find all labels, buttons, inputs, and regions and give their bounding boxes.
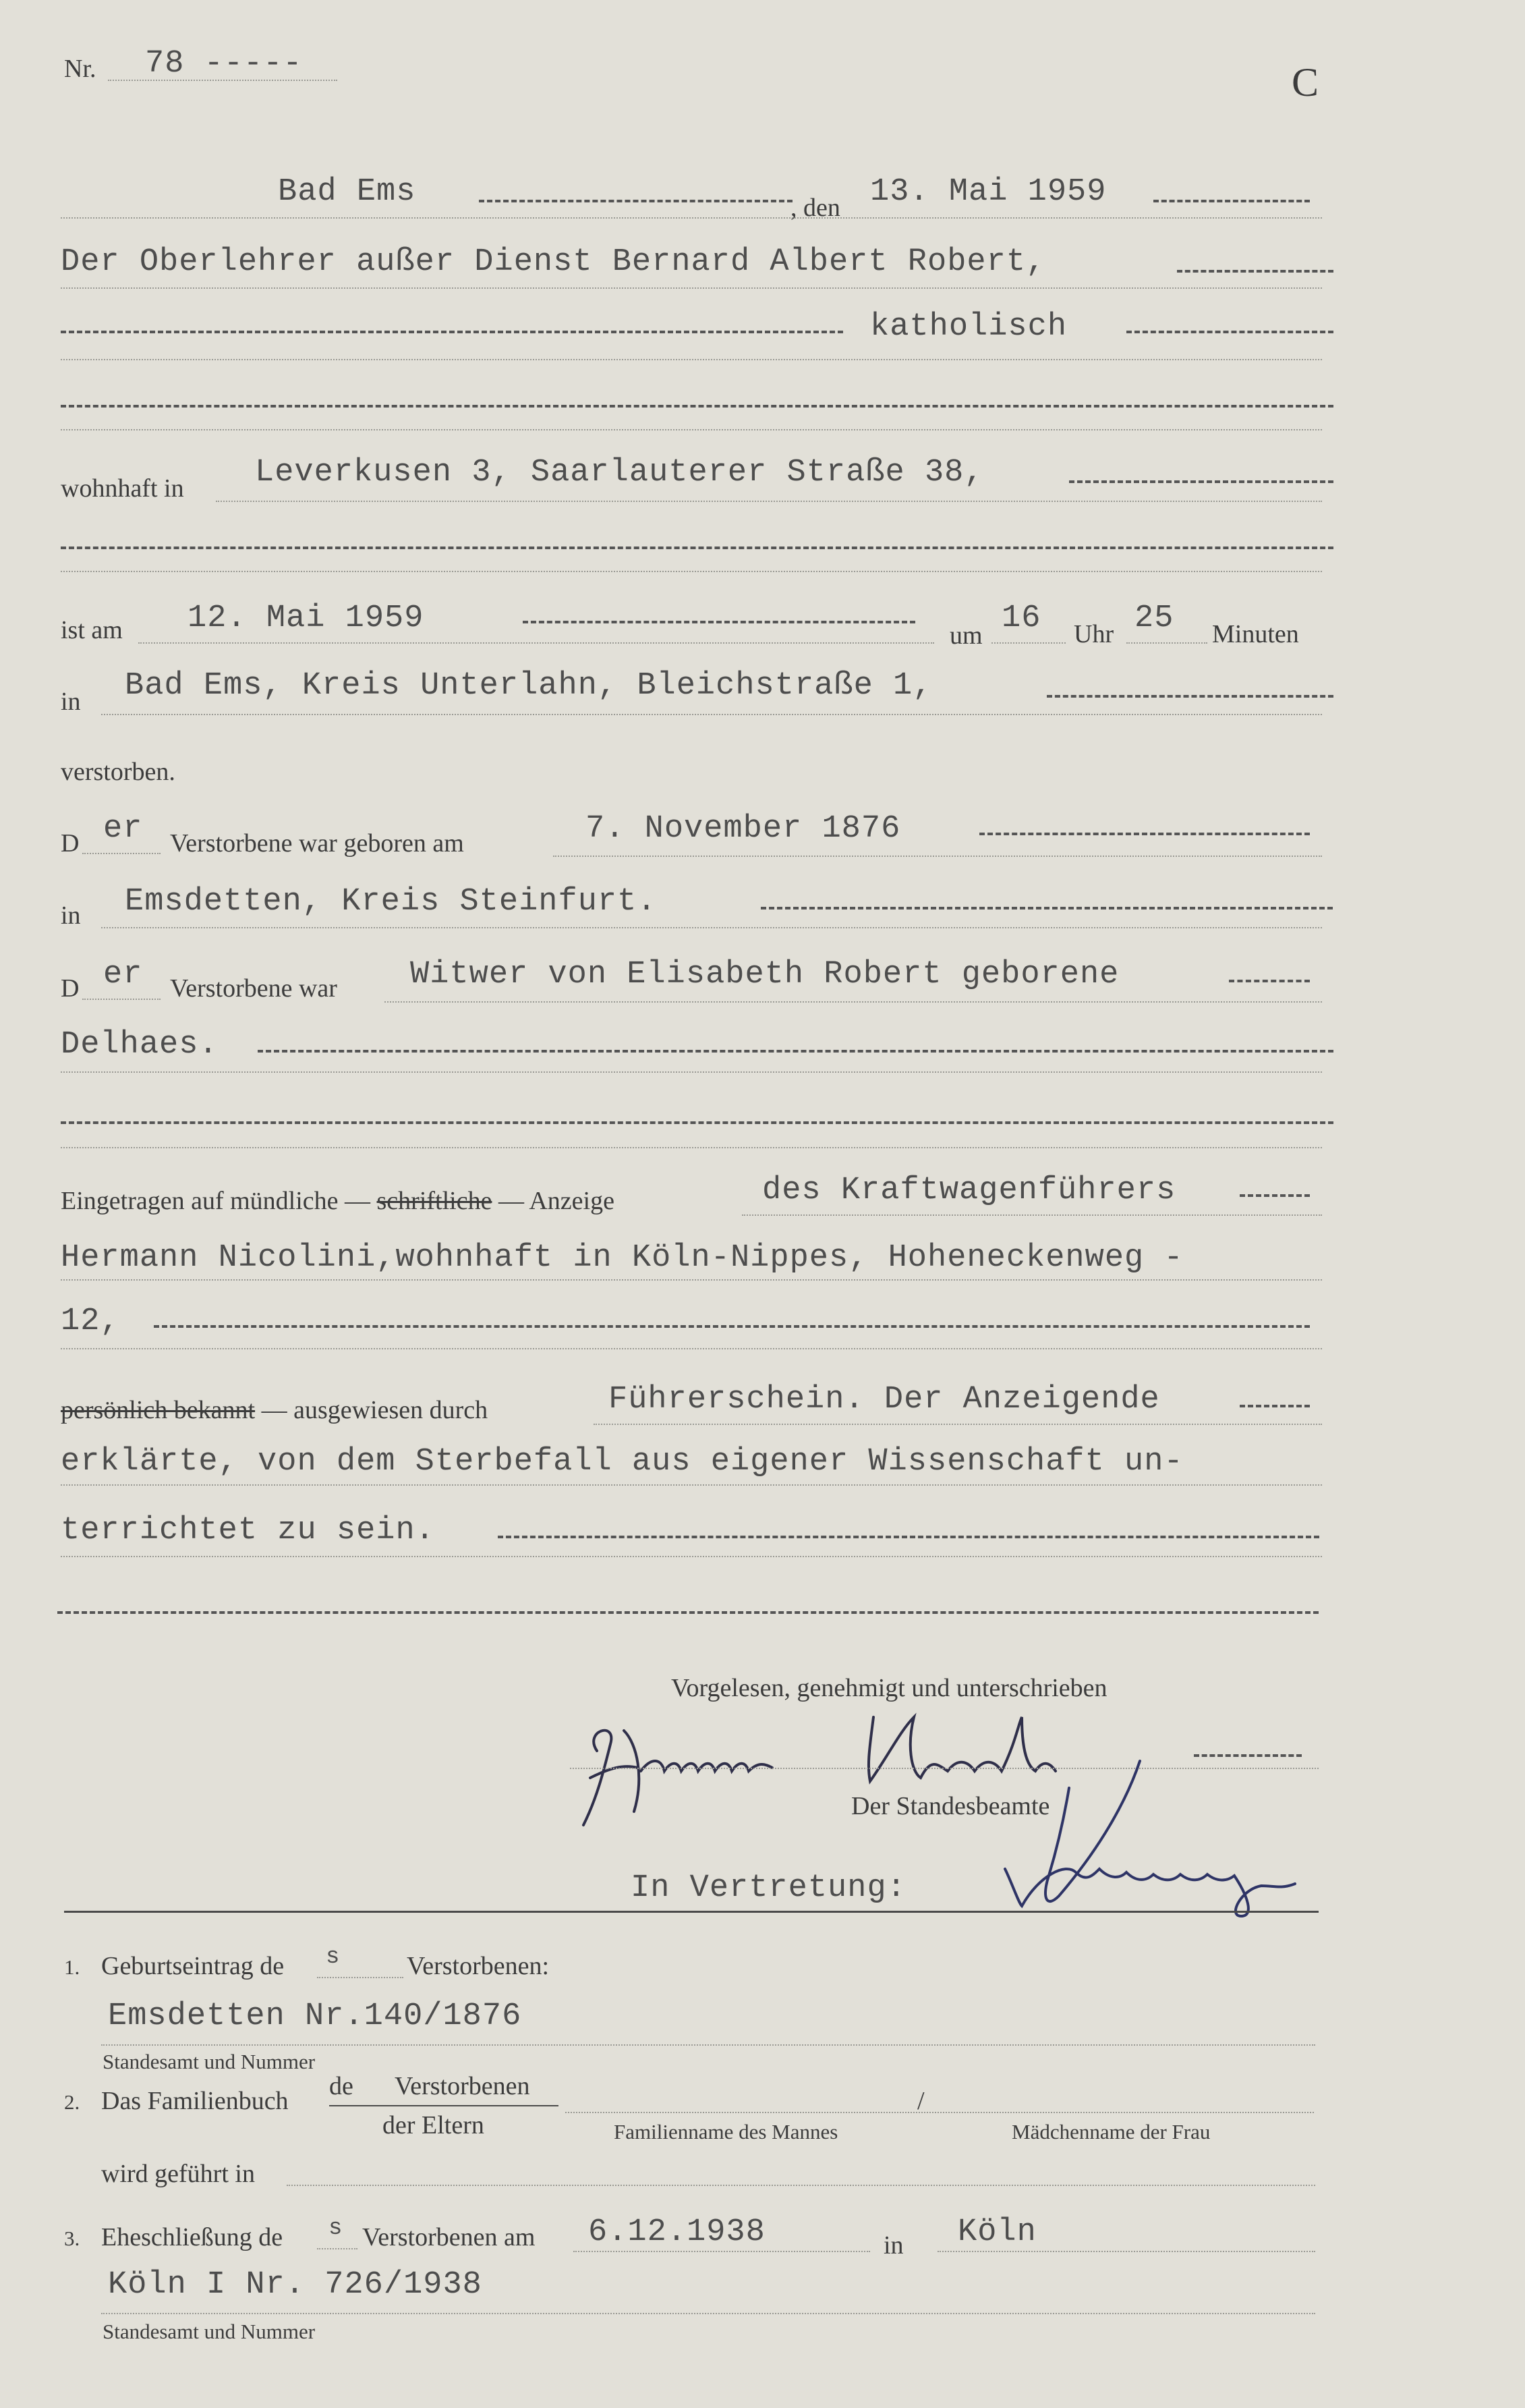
identification-line-2: erklärte, von dem Sterbefall aus eigener Wissenschaft un- <box>61 1444 1184 1480</box>
nr-label: Nr. <box>64 55 96 83</box>
d-label-marital: D <box>61 974 80 1003</box>
note-3-caption: Standesamt und Nummer <box>103 2320 316 2343</box>
identification-line-3: terrichtet zu sein. <box>61 1513 435 1548</box>
registration-date: 13. Mai 1959 <box>870 174 1107 210</box>
note-2-wife-caption: Mädchenname der Frau <box>1012 2120 1211 2144</box>
struck-persoenlich-bekannt: persönlich bekannt <box>61 1396 256 1424</box>
registrar-signature <box>958 1761 1376 1923</box>
note-2-option-parents: der Eltern <box>382 2111 484 2139</box>
representation-label: In Vertretung: <box>631 1870 907 1906</box>
note-2-number: 2. <box>64 2090 80 2114</box>
d-label-birth: D <box>61 829 80 858</box>
uhr-label: Uhr <box>1074 620 1114 648</box>
marriage-date: 6.12.1938 <box>588 2214 766 2250</box>
marital-line-1: Witwer von Elisabeth Robert geborene <box>410 957 1120 992</box>
note-1-fill: s <box>326 1944 341 1970</box>
deceased-line-1: Der Oberlehrer außer Dienst Bernard Albert Robert, <box>61 244 1046 280</box>
marriage-place: Köln <box>958 2214 1037 2250</box>
minuten-label: Minuten <box>1212 620 1299 648</box>
wohnhaft-label: wohnhaft in <box>61 474 184 503</box>
registrar-label: Der Standesbeamte <box>851 1792 1050 1820</box>
note-2-option-deceased: Verstorbenen <box>395 2072 530 2100</box>
note-3-label-2: Verstorbenen am <box>362 2223 536 2251</box>
note-2-slash: / <box>917 2087 925 2115</box>
note-2-label: Das Familienbuch <box>101 2087 289 2115</box>
death-date: 12. Mai 1959 <box>188 600 424 636</box>
marital-gender-fill: er <box>103 957 143 992</box>
read-approved-label: Vorgelesen, genehmigt und unterschrieben <box>671 1674 1107 1702</box>
note-2-kept-in: wird geführt in <box>101 2160 255 2188</box>
informant-line-1: des Kraftwagenführers <box>762 1173 1176 1208</box>
death-hour: 16 <box>1002 600 1041 636</box>
marital-label: Verstorbene war <box>170 974 337 1003</box>
note-1-caption: Standesamt und Nummer <box>103 2050 316 2073</box>
note-3-fill: s <box>328 2216 343 2241</box>
birth-label: Verstorbene war geboren am <box>170 829 464 858</box>
series-letter: C <box>1292 60 1319 105</box>
record-number: 78 ----- <box>145 46 303 82</box>
birth-gender-fill: er <box>103 811 143 847</box>
birth-place: Emsdetten, Kreis Steinfurt. <box>125 884 657 920</box>
marriage-entry: Köln I Nr. 726/1938 <box>108 2267 482 2303</box>
place-of-registration: Bad Ems <box>278 174 416 210</box>
ist-am-label: ist am <box>61 616 123 644</box>
den-label: , den <box>790 194 840 222</box>
identification-line-1: Führerschein. Der Anzeigende <box>608 1382 1160 1418</box>
note-1-label-2: Verstorbenen: <box>407 1952 550 1980</box>
note-2-husband-caption: Familienname des Mannes <box>614 2120 838 2144</box>
note-3-in-label: in <box>884 2231 904 2260</box>
note-1-label: Geburtseintrag de <box>101 1952 285 1980</box>
struck-schriftliche: schriftliche <box>376 1187 492 1215</box>
in-label-death: in <box>61 688 81 716</box>
residence: Leverkusen 3, Saarlauterer Straße 38, <box>255 455 984 491</box>
informant-line-3: 12, <box>61 1304 120 1339</box>
um-label: um <box>950 621 983 650</box>
informant-label-prefix: Eingetragen auf mündliche — schriftliche — Anzeige <box>61 1187 614 1215</box>
note-3-label: Eheschließung de <box>101 2223 283 2251</box>
identification-label: persönlich bekannt — ausgewiesen durch <box>61 1396 488 1424</box>
marital-line-2: Delhaes. <box>61 1027 219 1063</box>
note-1-number: 1. <box>64 1955 80 1979</box>
death-place: Bad Ems, Kreis Unterlahn, Bleichstraße 1, <box>125 668 933 704</box>
note-2-de: de <box>329 2072 353 2100</box>
note-3-number: 3. <box>64 2227 80 2250</box>
informant-line-2: Hermann Nicolini,wohnhaft in Köln-Nippes, Hoheneckenweg - <box>61 1240 1184 1276</box>
birth-entry: Emsdetten Nr.140/1876 <box>108 1998 522 2034</box>
verstorben-label: verstorben. <box>61 758 175 786</box>
birth-date: 7. November 1876 <box>585 811 901 847</box>
religion: katholisch <box>870 309 1068 345</box>
in-label-birth: in <box>61 901 81 930</box>
death-minutes: 25 <box>1134 600 1174 636</box>
